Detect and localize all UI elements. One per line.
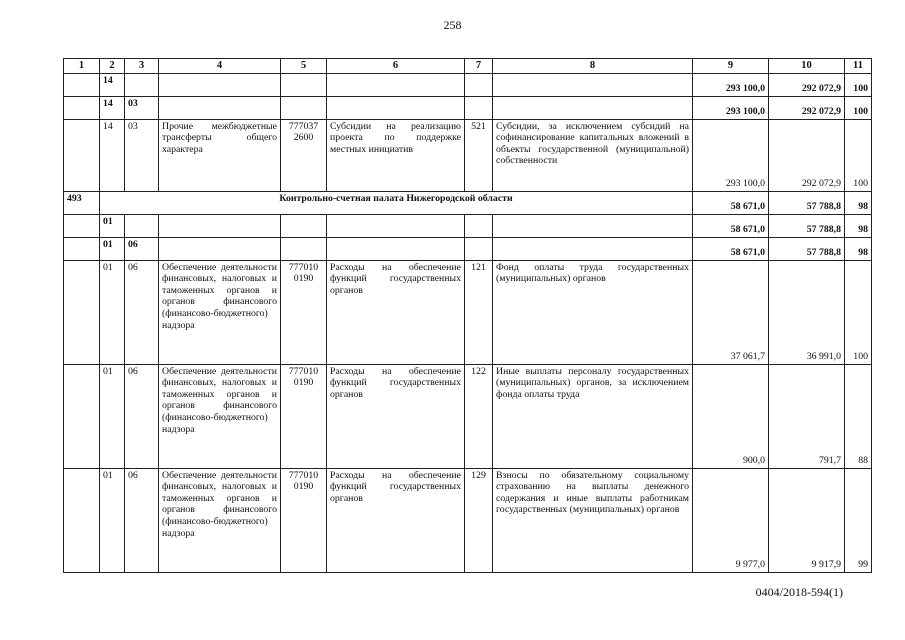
- cell-planned: 293 100,0: [693, 73, 769, 96]
- table-header-row: [64, 59, 872, 74]
- cell-percent: 98: [845, 237, 872, 260]
- cell-percent: 98: [845, 191, 872, 214]
- cell-expense-name: Фонд оплаты труда государственных (муниципальных) органов: [493, 260, 693, 364]
- cell-planned: 58 671,0: [693, 214, 769, 237]
- col-header: 6: [327, 59, 465, 74]
- col-header: 8: [493, 59, 693, 74]
- cell-section-name: [159, 237, 281, 260]
- cell-planned: 293 100,0: [693, 96, 769, 119]
- cell-percent: 100: [845, 96, 872, 119]
- cell-code: [64, 237, 100, 260]
- cell-executed: 292 072,9: [769, 119, 845, 191]
- cell-section-name: Обеспечение деятельности финансовых, налоговых и таможенных органов и органов финансового (финансово-бюджетного) надзора: [159, 364, 281, 468]
- cell-planned: 9 977,0: [693, 468, 769, 572]
- cell-target-name: [327, 237, 465, 260]
- cell-section: 14: [100, 96, 125, 119]
- cell-section: 01: [100, 237, 125, 260]
- cell-expense-name: [493, 237, 693, 260]
- cell-code: [64, 260, 100, 364]
- cell-code: [64, 73, 100, 96]
- cell-target-item: [281, 73, 327, 96]
- cell-percent: 88: [845, 364, 872, 468]
- cell-subsection: [125, 73, 159, 96]
- table-row: [64, 237, 872, 260]
- cell-target-item: 777010 0190: [281, 364, 327, 468]
- cell-target-item: 777010 0190: [281, 468, 327, 572]
- cell-target-name: [327, 73, 465, 96]
- cell-expense-type: [465, 237, 493, 260]
- cell-target-item: [281, 214, 327, 237]
- cell-executed: 292 072,9: [769, 73, 845, 96]
- cell-expense-name: Взносы по обязательному социальному страхованию на выплаты денежного содержания и иные выплаты работникам государственных (муниципальных) органов: [493, 468, 693, 572]
- table-row: [64, 73, 872, 96]
- budget-table: [63, 58, 872, 573]
- cell-target-item: [281, 237, 327, 260]
- cell-section-name: Обеспечение деятельности финансовых, налоговых и таможенных органов и органов финансового (финансово-бюджетного) надзора: [159, 468, 281, 572]
- cell-section-name: [159, 214, 281, 237]
- table-row: [64, 96, 872, 119]
- cell-target-name: Расходы на обеспечение функций государственных органов: [327, 260, 465, 364]
- col-header: 7: [465, 59, 493, 74]
- col-header: 5: [281, 59, 327, 74]
- table-row: [64, 468, 872, 572]
- cell-code: [64, 119, 100, 191]
- col-header: 9: [693, 59, 769, 74]
- cell-subsection: [125, 214, 159, 237]
- cell-planned: 58 671,0: [693, 237, 769, 260]
- cell-section-name: Обеспечение деятельности финансовых, налоговых и таможенных органов и органов финансового (финансово-бюджетного) надзора: [159, 260, 281, 364]
- col-header: 11: [845, 59, 872, 74]
- cell-subsection: 06: [125, 468, 159, 572]
- cell-section: 01: [100, 364, 125, 468]
- table-row: [64, 214, 872, 237]
- cell-expense-name: [493, 214, 693, 237]
- cell-subsection: 06: [125, 260, 159, 364]
- cell-executed: 791,7: [769, 364, 845, 468]
- cell-planned: 58 671,0: [693, 191, 769, 214]
- document-code: 0404/2018-594(1): [755, 585, 843, 599]
- cell-expense-name: [493, 96, 693, 119]
- table-row: [64, 260, 872, 364]
- cell-section: 14: [100, 73, 125, 96]
- col-header: 2: [100, 59, 125, 74]
- cell-executed: 9 917,9: [769, 468, 845, 572]
- cell-section: 14: [100, 119, 125, 191]
- cell-subsection: 06: [125, 237, 159, 260]
- cell-subsection: 03: [125, 96, 159, 119]
- cell-percent: 100: [845, 119, 872, 191]
- table-row: [64, 364, 872, 468]
- cell-code: [64, 214, 100, 237]
- cell-section-name: [159, 73, 281, 96]
- cell-code: [64, 468, 100, 572]
- cell-executed: 36 991,0: [769, 260, 845, 364]
- col-header: 10: [769, 59, 845, 74]
- col-header: 4: [159, 59, 281, 74]
- cell-expense-name: Иные выплаты персоналу государственных (муниципальных) органов, за исключением фонда оплаты труда: [493, 364, 693, 468]
- cell-planned: 900,0: [693, 364, 769, 468]
- cell-section: 01: [100, 468, 125, 572]
- organization-title: Контрольно-счетная палата Нижегородской области: [100, 191, 693, 214]
- page-number: 258: [443, 18, 462, 32]
- cell-target-item: [281, 96, 327, 119]
- cell-target-name: [327, 214, 465, 237]
- cell-section-name: Прочие межбюджетные трансферты общего характера: [159, 119, 281, 191]
- cell-expense-type: 122: [465, 364, 493, 468]
- cell-percent: 99: [845, 468, 872, 572]
- cell-subsection: 06: [125, 364, 159, 468]
- cell-section: 01: [100, 214, 125, 237]
- organization-row: [64, 191, 872, 214]
- cell-target-name: Субсидии на реализацию проекта по поддержке местных инициатив: [327, 119, 465, 191]
- cell-percent: 100: [845, 73, 872, 96]
- cell-code: [64, 96, 100, 119]
- col-header: 3: [125, 59, 159, 74]
- cell-target-name: [327, 96, 465, 119]
- cell-expense-type: 521: [465, 119, 493, 191]
- table-row: [64, 119, 872, 191]
- cell-expense-type: [465, 214, 493, 237]
- cell-expense-type: 121: [465, 260, 493, 364]
- cell-percent: 98: [845, 214, 872, 237]
- cell-percent: 100: [845, 260, 872, 364]
- cell-expense-name: [493, 73, 693, 96]
- cell-target-name: Расходы на обеспечение функций государственных органов: [327, 364, 465, 468]
- cell-executed: 57 788,8: [769, 191, 845, 214]
- cell-section-name: [159, 96, 281, 119]
- cell-expense-type: [465, 73, 493, 96]
- cell-subsection: 03: [125, 119, 159, 191]
- cell-code: [64, 364, 100, 468]
- cell-target-item: 777037 2600: [281, 119, 327, 191]
- cell-executed: 292 072,9: [769, 96, 845, 119]
- cell-executed: 57 788,8: [769, 214, 845, 237]
- cell-expense-name: Субсидии, за исключением субсидий на софинансирование капитальных вложений в объекты государственной (муниципальной) собственности: [493, 119, 693, 191]
- cell-executed: 57 788,8: [769, 237, 845, 260]
- cell-target-name: Расходы на обеспечение функций государственных органов: [327, 468, 465, 572]
- col-header: 1: [64, 59, 100, 74]
- cell-planned: 37 061,7: [693, 260, 769, 364]
- cell-target-item: 777010 0190: [281, 260, 327, 364]
- cell-planned: 293 100,0: [693, 119, 769, 191]
- cell-section: 01: [100, 260, 125, 364]
- cell-expense-type: 129: [465, 468, 493, 572]
- cell-code: 493: [64, 191, 100, 214]
- cell-expense-type: [465, 96, 493, 119]
